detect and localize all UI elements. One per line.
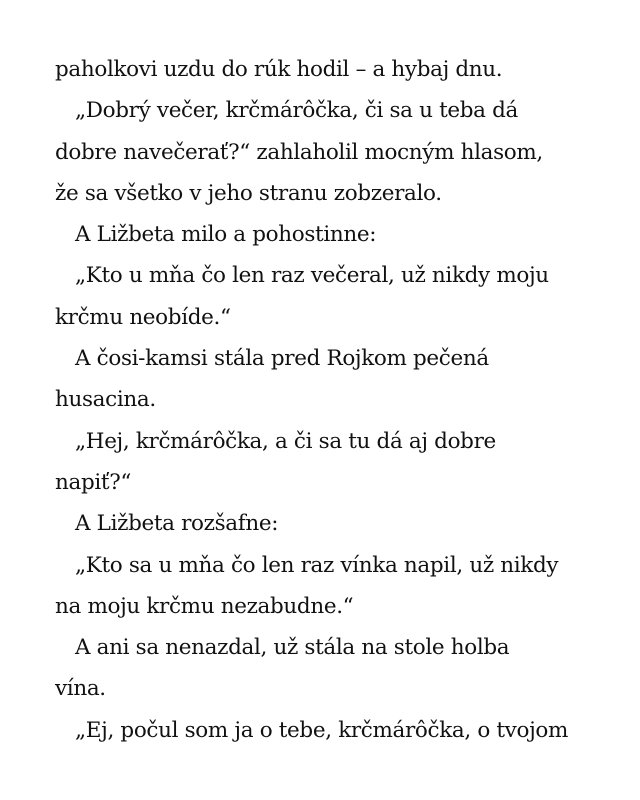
- text-line: „Dobrý večer, krčmárôčka, či sa u teba dá: [75, 98, 519, 124]
- text-line: „Kto sa u mňa čo len raz vínka napil, už nikdy: [75, 552, 559, 578]
- text-line: „Hej, krčmárôčka, a či sa tu dá aj dobre: [75, 428, 496, 454]
- text-line: A ani sa nenazdal, už stála na stole holba: [75, 635, 510, 661]
- text-line: husacina.: [55, 387, 156, 413]
- text-line: krčmu neobíde.“: [55, 304, 231, 330]
- text-line: dobre navečerať?“ zahlaholil mocným hlasom,: [55, 139, 543, 165]
- text-line: paholkovi uzdu do rúk hodil – a hybaj dnu.: [55, 57, 503, 82]
- text-line: „Ej, počul som ja o tebe, krčmárôčka, o tvojom: [75, 717, 569, 743]
- text-line: A čosi-kamsi stála pred Rojkom pečená: [75, 346, 489, 372]
- text-line: na moju krčmu nezabudne.“: [55, 593, 354, 619]
- text-line: vína.: [55, 676, 106, 702]
- page-text: [55, 49, 615, 751]
- text-line: „Kto u mňa čo len raz večeral, už nikdy moju: [75, 263, 549, 289]
- text-line: A Ližbeta milo a pohostinne:: [75, 222, 377, 248]
- text-line: napiť?“: [55, 469, 132, 495]
- text-line: A Ližbeta rozšafne:: [75, 511, 279, 537]
- text-line: že sa všetko v jeho stranu zobzeralo.: [55, 180, 442, 206]
